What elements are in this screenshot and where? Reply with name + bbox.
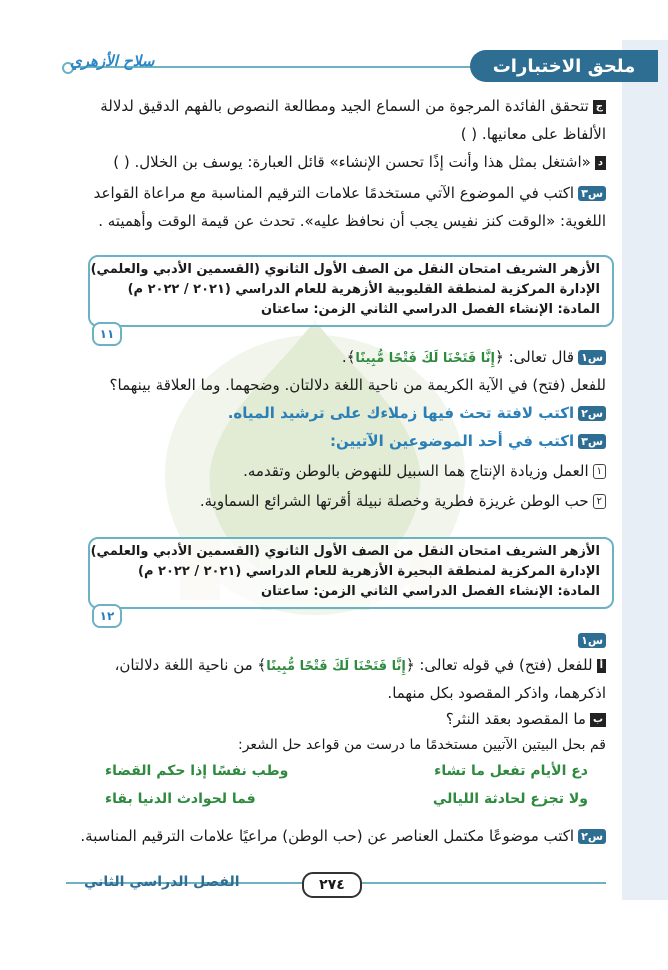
exam-title: الأزهر الشريف امتحان النقل من الصف الأول الثانوي (القسمين الأدبي والعلمي) <box>90 544 600 559</box>
exam-subject: المادة: الإنشاء الفصل الدراسي الثاني الزمن: ساعتان <box>261 302 600 317</box>
exam11-q3 <box>330 431 606 451</box>
exam-directorate: الإدارة المركزية لمنطقة القليوبية الأزهرية للعام الدراسي (٢٠٢١ / ٢٠٢٢ م) <box>127 282 600 297</box>
item-text: «اشتغل بمثل هذا وأنت إذًا تحسن الإنشاء» قائل العبارة: يوسف بن الخلال. ( ) <box>113 153 591 171</box>
item-text: الألفاظ على معانيها. ( ) <box>460 125 606 143</box>
b-text: ما المقصود بعقد النثر؟ <box>445 710 586 728</box>
a-text: اذكرهما، واذكر المقصود بكل منهما. <box>387 684 606 702</box>
b-text-cont: قم بحل البيتين الآتيين مستخدمًا ما درست من قواعد حل الشعر: <box>237 737 606 753</box>
q2-text: اكتب لافتة تحث فيها زملاءك على ترشيد المياه. <box>227 404 575 422</box>
exam12-q1-b <box>446 709 606 729</box>
topic-number: ١ <box>593 464 606 479</box>
q2-text: اكتب موضوعًا مكتمل العناصر عن (حب الوطن) مراعيًا علامات الترقيم المناسبة. <box>80 827 575 845</box>
section-title: ملحق الاختبارات <box>470 50 658 82</box>
footer-semester: الفصل الدراسي الثاني <box>84 874 240 890</box>
question-label: س٣ <box>578 186 606 201</box>
topic-text: العمل وزيادة الإنتاج هما السبيل للنهوض بالوطن وتقدمه. <box>243 462 589 480</box>
quran-verse: إِنَّا فَتَحْنَا لَكَ فَتْحًا مُّبِينًا <box>266 659 406 674</box>
exam11-q2 <box>228 403 606 423</box>
exam-number-11: ١١ <box>92 322 122 346</box>
q3-text: اكتب في الموضوع الآتي مستخدمًا علامات الترقيم المناسبة مع مراعاة القواعد <box>93 184 575 202</box>
exam12-q1-a-line2 <box>387 683 606 703</box>
a-end: ﴾ من ناحية اللغة دلالتان، <box>114 656 267 674</box>
exam12-q1-b-line2 <box>238 735 606 755</box>
q3-text-cont: اللغوية: «الوقت كنز نفيس يجب أن نحافظ عليه». تحدث عن قيمة الوقت وأهميته . <box>98 212 606 230</box>
item-j-cont <box>461 124 606 144</box>
question-label: س١ <box>578 633 606 648</box>
brand-logo: سلاح الأزهري <box>70 52 155 70</box>
exam11-q1-line2 <box>110 375 606 395</box>
q1-text: للفعل (فتح) في الآية الكريمة من ناحية اللغة دلالتان. وضحهما. وما العلاقة بينهما؟ <box>109 376 606 394</box>
q3-line-1 <box>94 183 606 203</box>
q1-end: ﴾. <box>341 348 356 366</box>
item-j <box>100 96 606 116</box>
quran-verse: إِنَّا فَتَحْنَا لَكَ فَتْحًا مُّبِينًا <box>355 351 496 366</box>
q1-intro: قال تعالى: ﴿ <box>495 348 575 366</box>
exam12-q1-a <box>115 655 606 677</box>
q3-line-2 <box>98 211 606 231</box>
topic-text: حب الوطن غريزة فطرية وخصلة نبيلة أقرتها الشرائع السماوية. <box>199 492 589 510</box>
a-intro: للفعل (فتح) في قوله تعالى: ﴿ <box>405 656 593 674</box>
side-strip <box>622 40 668 960</box>
exam-title: الأزهر الشريف امتحان النقل من الصف الأول الثانوي (القسمين الأدبي والعلمي) <box>90 262 600 277</box>
exam12-q1 <box>574 630 606 650</box>
exam12-q2 <box>80 826 606 846</box>
poem-verse-1-right: دع الأيام تفعل ما تشاء <box>434 763 588 779</box>
poem-verse-1-left: وطب نفسًا إذا حكم القضاء <box>105 763 289 779</box>
exam11-q1 <box>342 347 606 369</box>
exam-header-box-11 <box>88 255 614 327</box>
exam-subject: المادة: الإنشاء الفصل الدراسي الثاني الزمن: ساعتان <box>261 584 600 599</box>
item-d <box>113 152 606 172</box>
poem-verse-2-right: ولا تجزع لحادثة الليالي <box>432 791 588 807</box>
exam11-topic-1 <box>243 461 606 481</box>
page-number: ٢٧٤ <box>302 872 362 898</box>
exam-directorate: الإدارة المركزية لمنطقة البحيرة الأزهرية للعام الدراسي (٢٠٢١ / ٢٠٢٢ م) <box>138 564 600 579</box>
poem-verse-2-left: فما لحوادث الدنيا بقاء <box>105 791 256 807</box>
question-label: س١ <box>578 350 606 365</box>
question-label: س٢ <box>578 829 606 844</box>
q3-text: اكتب في أحد الموضوعين الآتيين: <box>330 432 575 450</box>
topic-number: ٢ <box>593 494 606 509</box>
item-marker: د <box>595 156 606 170</box>
sub-marker: أ <box>597 659 606 673</box>
item-marker: ج <box>593 100 606 114</box>
question-label: س٣ <box>578 434 606 449</box>
item-text: تتحقق الفائدة المرجوة من السماع الجيد ومطالعة النصوص بالفهم الدقيق لدلالة <box>100 97 589 115</box>
exam-header-box-12 <box>88 537 614 609</box>
sub-marker: ب <box>590 713 606 727</box>
exam-number-12: ١٢ <box>92 604 122 628</box>
question-label: س٢ <box>578 406 606 421</box>
exam11-topic-2 <box>200 491 606 511</box>
